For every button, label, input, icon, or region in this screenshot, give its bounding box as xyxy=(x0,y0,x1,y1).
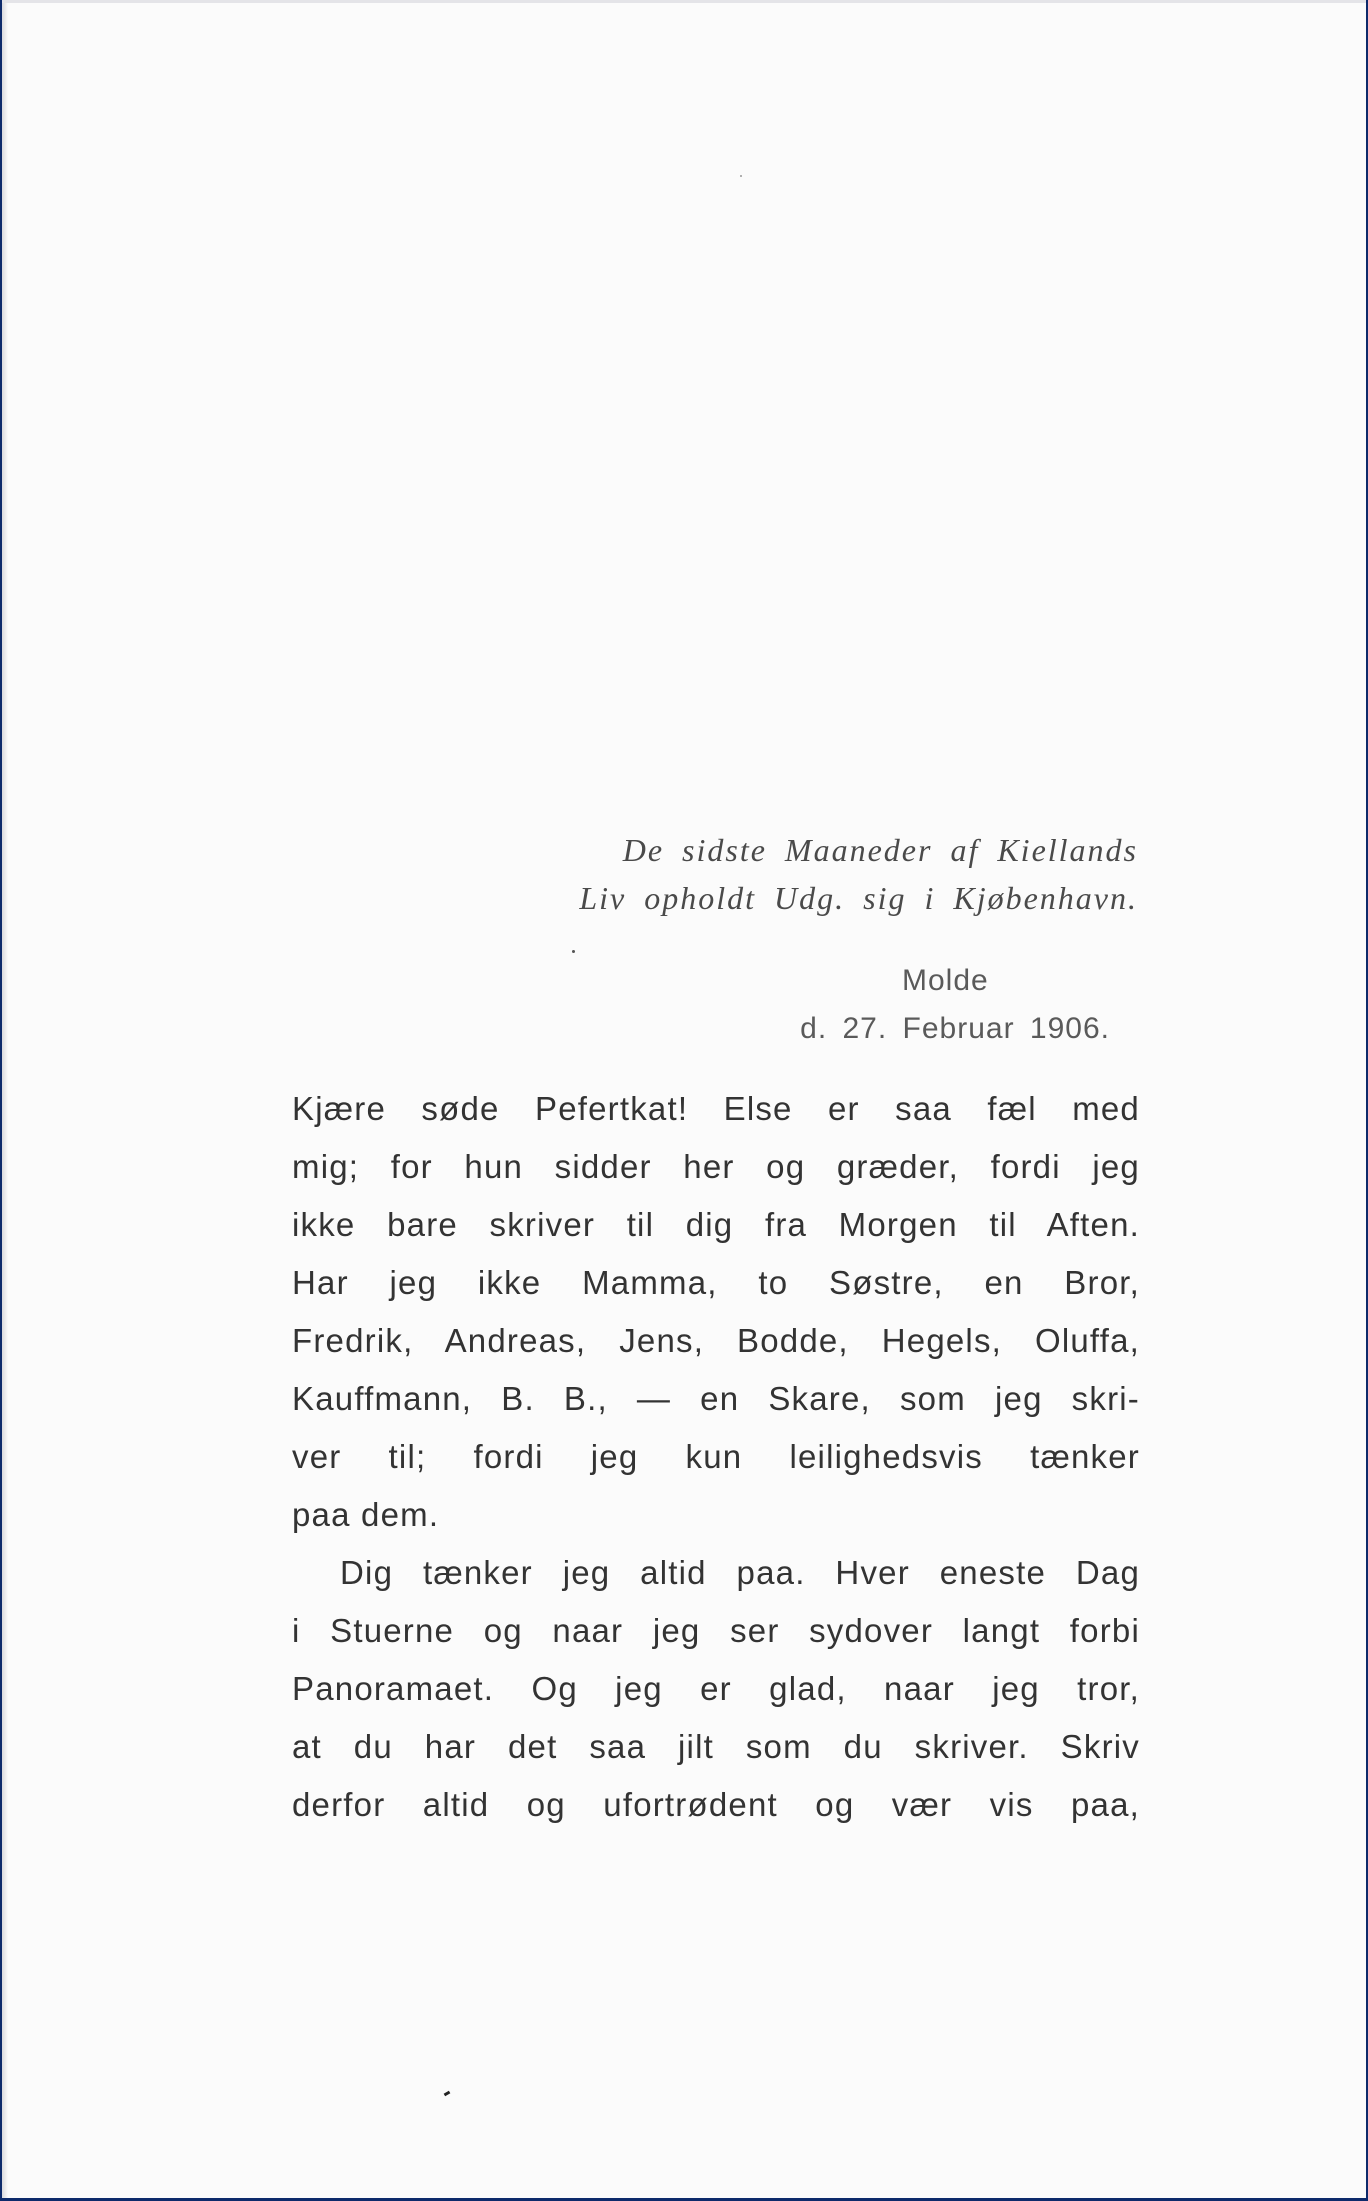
paragraph-2-line: at du har det saa jilt som du skriver. Skriv xyxy=(292,1728,1140,1765)
letter-place: Molde xyxy=(902,964,989,997)
paragraph-2-line: Dig tænker jeg altid paa. Hver eneste Dag xyxy=(340,1554,1140,1591)
paper-speck xyxy=(740,175,742,177)
paragraph-1-line: paa dem. xyxy=(292,1496,440,1533)
paragraph-2-line: Panoramaet. Og jeg er glad, naar jeg tror, xyxy=(292,1670,1140,1707)
letter-body xyxy=(292,1080,1140,1834)
editor-note-line-2: Liv opholdt Udg. sig i Kjøbenhavn. xyxy=(579,880,1138,916)
paragraph-1 xyxy=(292,1080,1140,1544)
paragraph-1-line: mig; for hun sidder her og græder, fordi jeg xyxy=(292,1148,1140,1185)
pencil-mark xyxy=(444,2091,451,2097)
paragraph-2-line: i Stuerne og naar jeg ser sydover langt forbi xyxy=(292,1612,1140,1649)
letter-date: d. 27. Februar 1906. xyxy=(800,1012,1110,1045)
paragraph-1-line: Kjære søde Pefertkat! Else er saa fæl med xyxy=(292,1090,1140,1127)
paragraph-1-line: ikke bare skriver til dig fra Morgen til Aften. xyxy=(292,1206,1140,1243)
paragraph-1-line: Fredrik, Andreas, Jens, Bodde, Hegels, Oluffa, xyxy=(292,1322,1140,1359)
paragraph-1-line: ver til; fordi jeg kun leilighedsvis tænker xyxy=(292,1438,1140,1475)
paragraph-1-line: Kauffmann, B. B., — en Skare, som jeg skri- xyxy=(292,1380,1140,1417)
paragraph-1-line: Har jeg ikke Mamma, to Søstre, en Bror, xyxy=(292,1264,1140,1301)
ink-dot xyxy=(572,950,575,953)
paragraph-2-line: derfor altid og ufortrødent og vær vis paa, xyxy=(292,1786,1140,1823)
editor-note xyxy=(579,826,1138,922)
paragraph-2 xyxy=(292,1544,1140,1834)
editor-note-line-1: De sidste Maaneder af Kiellands xyxy=(622,832,1138,868)
letter-page xyxy=(2,0,1366,2198)
